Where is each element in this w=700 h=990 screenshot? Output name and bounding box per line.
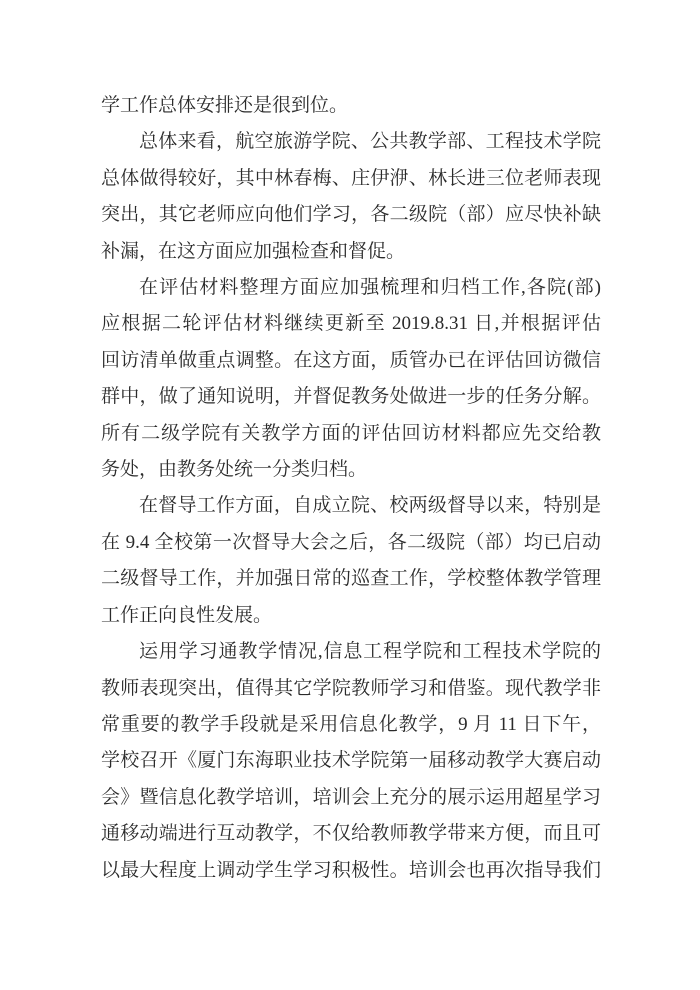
text-line: 总体来看，航空旅游学院、公共教学部、工程技术学院 [139,131,601,153]
text-line: 群中，做了通知说明，并督促教务处做进一步的任务分解。 [101,386,601,408]
text-line: 补漏，在这方面应加强检查和督促。 [101,240,406,262]
text-line: 以最大程度上调动学生学习积极性。培训会也再次指导我们 [101,859,601,881]
text-line: 务处，由教务处统一分类归档。 [101,459,368,481]
text-line: 常重要的教学手段就是采用信息化教学，9 月 11 日下午， [101,713,601,735]
text-line: 在评估材料整理方面应加强梳理和归档工作,各院(部) [139,277,601,299]
text-line: 突出，其它老师应向他们学习，各二级院（部）应尽快补缺 [101,204,601,226]
paragraph [101,124,601,270]
text-line: 在 9.4 全校第一次督导大会之后，各二级院（部）均已启动 [101,531,601,553]
text-line: 运用学习通教学情况,信息工程学院和工程技术学院的 [139,641,601,663]
text-line: 总体做得较好，其中林春梅、庄伊洢、林长进三位老师表现 [101,167,601,189]
text-line: 在督导工作方面，自成立院、校两级督导以来，特别是 [139,495,601,517]
paragraph [101,270,601,488]
document-body [101,88,601,889]
paragraph [101,88,601,124]
text-line: 通移动端进行互动教学，不仅给教师教学带来方便，而且可 [101,823,601,845]
text-line: 所有二级学院有关教学方面的评估回访材料都应先交给教 [101,422,601,444]
text-line: 二级督导工作，并加强日常的巡查工作，学校整体教学管理 [101,568,601,590]
paragraph [101,634,601,889]
text-line: 学工作总体安排还是很到位。 [101,95,349,116]
text-line: 会》暨信息化教学培训，培训会上充分的展示运用超星学习 [101,786,601,808]
paragraph [101,488,601,634]
text-line: 应根据二轮评估材料继续更新至 2019.8.31 日,并根据评估 [101,313,601,335]
text-line: 教师表现突出，值得其它学院教师学习和借鉴。现代教学非 [101,677,601,699]
text-line: 回访清单做重点调整。在这方面，质管办已在评估回访微信 [101,349,601,371]
text-line: 学校召开《厦门东海职业技术学院第一届移动教学大赛启动 [101,750,601,772]
text-line: 工作正向良性发展。 [101,604,273,626]
